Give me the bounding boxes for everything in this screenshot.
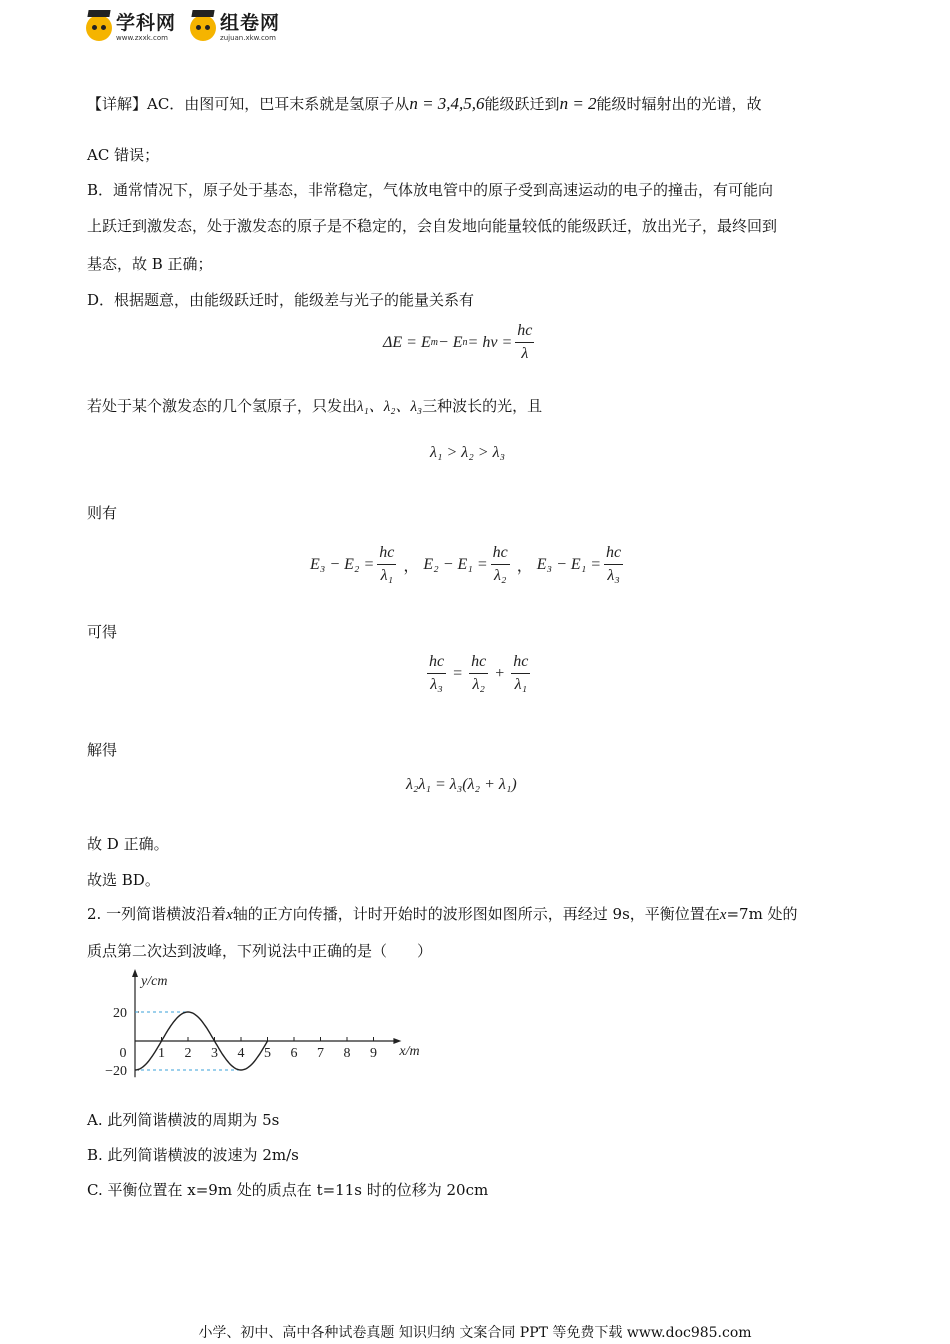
equation-energy-differences: E₃ − E₂ = $\frac{hc}{\text{λ₁}}$ ， E₂ − E₁ = $\frac{hc}{\text{λ₂}}$ ， E₃ − E₁ = $\frac{hc}{\text{λ₃}}$ xyxy=(310,544,622,584)
x-tick-label: 1 xyxy=(158,1046,165,1061)
x-tick-label: 2 xyxy=(184,1046,192,1061)
option-a[interactable]: A. 此列简谐横波的周期为 5s xyxy=(87,1111,280,1129)
x-axis-label: x/m xyxy=(399,1044,420,1059)
solution-line-5: 基态，故 B 正确； xyxy=(87,255,213,273)
x-tick-label: 7 xyxy=(317,1046,324,1061)
y-tick-label: 20 xyxy=(113,1006,127,1021)
x-tick-label: 3 xyxy=(211,1046,218,1061)
equation-wavelength-order: λ₁ > λ₂ > λ₃ xyxy=(430,444,506,461)
solution-line-10: 解得 xyxy=(87,741,118,759)
solution-line-2: AC 错误； xyxy=(87,146,160,164)
solution-line-3: B．通常情况下，原子处于基态，非常稳定，气体放电管中的原子受到高速运动的电子的撞击，有可能向 xyxy=(87,181,774,199)
solution-line-4: 上跃迁到激发态，处于激发态的原子是不稳定的，会自发地向能量较低的能级跃迁，放出光子，最终回到 xyxy=(87,217,778,235)
equation-sum: $\frac{hc}{\text{λ₃}}$ = $\frac{hc}{\text{λ₂}}$ + $\frac{hc}{\text{λ₁}}$ xyxy=(429,653,529,693)
solution-line-6: D．根据题意，由能级跃迁时，能级差与光子的能量关系有 xyxy=(87,291,475,309)
question-2-line-2: 质点第二次达到波峰，下列说法中正确的是（ ） xyxy=(87,942,433,960)
option-c[interactable]: C. 平衡位置在 x=9m 处的质点在 t=11s 时的位移为 20cm xyxy=(87,1181,489,1199)
mascot-icon xyxy=(86,15,112,41)
solution-line-12: 故选 BD。 xyxy=(87,871,160,889)
y-axis-arrow-icon xyxy=(132,969,138,977)
wave-chart xyxy=(95,965,435,1090)
equation-result: λ₂λ₁ = λ₃(λ₂ + λ₁) xyxy=(406,776,517,793)
y-axis-label: y/cm xyxy=(141,974,168,989)
logo-url: www.zxxk.com xyxy=(116,34,168,42)
logo-xuekewang[interactable] xyxy=(86,14,176,42)
mascot-icon xyxy=(190,15,216,41)
x-tick-label: 8 xyxy=(343,1046,351,1061)
solution-line-7: 若处于某个激发态的几个氢原子，只发出λ₁、λ₂、λ₃三种波长的光，且 xyxy=(87,397,543,415)
x-tick-label: 9 xyxy=(370,1046,377,1061)
solution-line-8: 则有 xyxy=(87,504,118,522)
equation-energy: ΔE = E m − E n = hν = $\frac{hc}{\lambda}$ xyxy=(383,322,533,362)
x-tick-label: 4 xyxy=(237,1046,245,1061)
question-2-line-1: 2. 一列简谐横波沿着x轴的正方向传播，计时开始时的波形图如图所示，再经过 9s，平衡位置在x=7m 处的 xyxy=(87,905,798,923)
x-tick-label: 6 xyxy=(290,1046,298,1061)
header-logos xyxy=(86,14,280,42)
x-tick-label: 0 xyxy=(119,1046,127,1061)
logo-url: zujuan.xkw.com xyxy=(220,34,276,42)
logo-name: 组卷网 xyxy=(220,12,281,34)
footer: 小学、初中、高中各种试卷真题 知识归纳 文案合同 PPT 等免费下载 www.doc985.com xyxy=(198,1325,752,1341)
solution-line-11: 故 D 正确。 xyxy=(87,835,169,853)
logo-zujuanwang[interactable] xyxy=(190,14,280,42)
y-tick-label: −20 xyxy=(105,1064,127,1079)
logo-name: 学科网 xyxy=(116,12,177,34)
x-tick-label: 5 xyxy=(264,1046,271,1061)
solution-line-9: 可得 xyxy=(87,623,118,641)
option-b[interactable]: B. 此列简谐横波的波速为 2m/s xyxy=(87,1146,299,1164)
solution-line-1: 【详解】AC．由图可知，巴耳末系就是氢原子从n = 3,4,5,6能级跃迁到n = 2能级时辐射出的光谱，故 xyxy=(87,94,762,113)
